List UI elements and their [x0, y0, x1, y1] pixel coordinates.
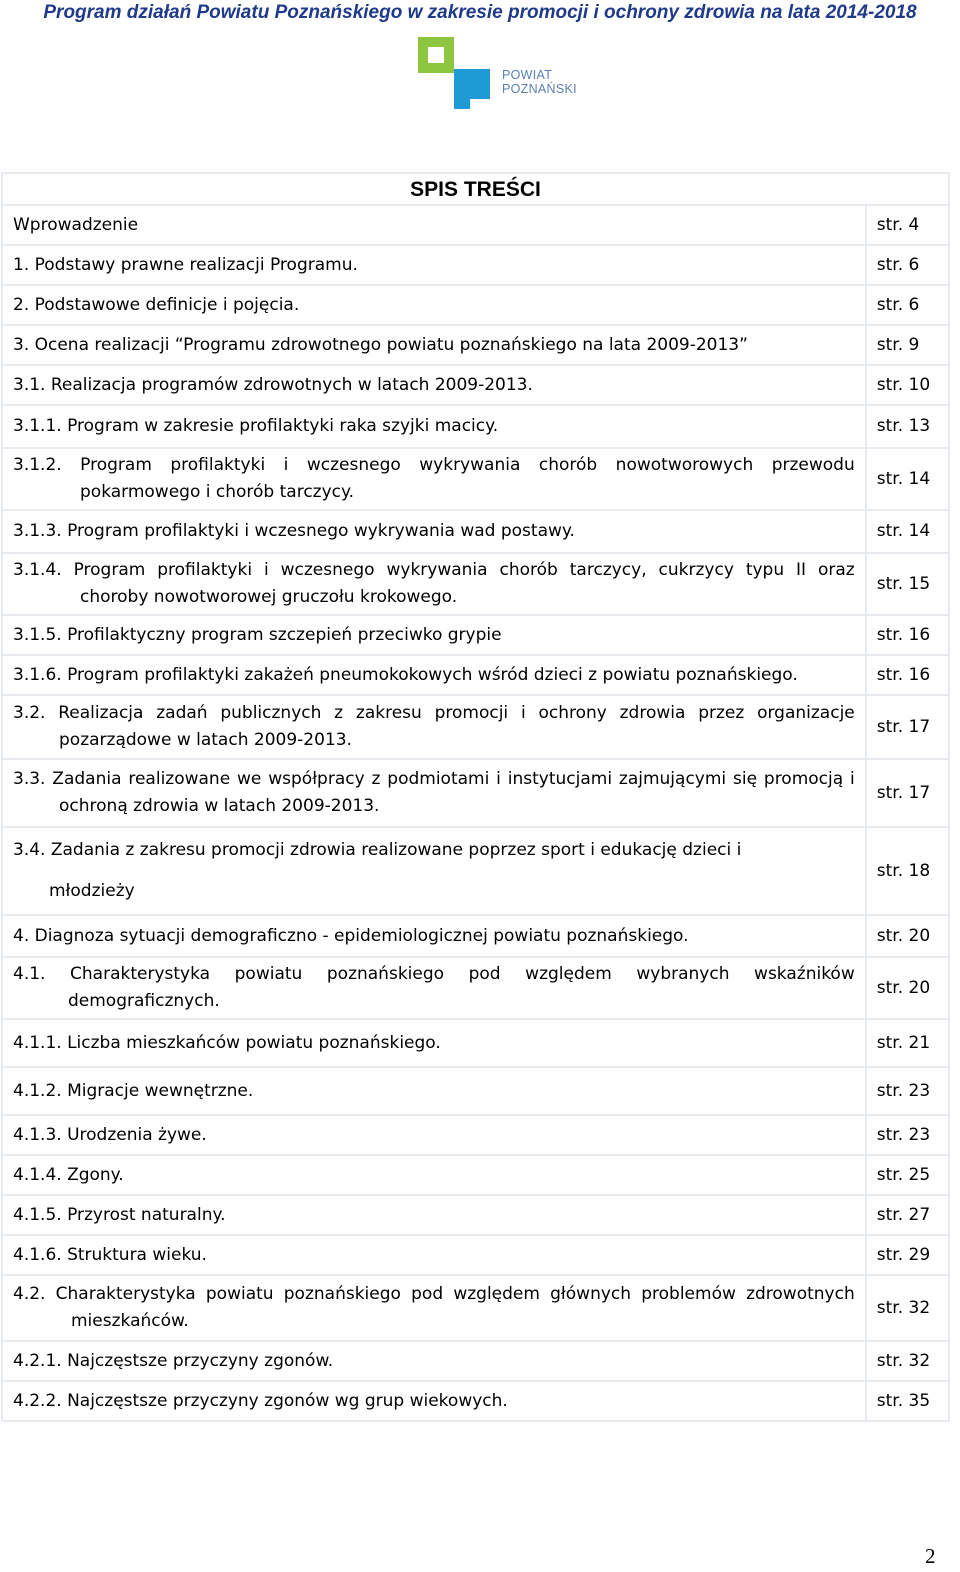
- toc-entry-text: 3.1.5. Profilaktyczny program szczepień przeciwko grypie: [13, 624, 502, 645]
- toc-row[interactable]: [2, 1195, 949, 1235]
- toc-entry-text: 4.1.3. Urodzenia żywe.: [13, 1124, 207, 1145]
- toc-row[interactable]: [2, 325, 949, 365]
- toc-entry-label: [2, 827, 866, 915]
- toc-entry-label: [2, 325, 866, 365]
- toc-entry-page: str. 14: [866, 448, 949, 510]
- toc-entry-text: 4.1. Charakterystyka powiatu poznańskiego pod względem wybranych wskaźników demograficznych.: [13, 964, 855, 1011]
- toc-entry-page: str. 13: [866, 405, 949, 448]
- toc-entry-text: 4.2.1. Najczęstsze przyczyny zgonów.: [13, 1350, 334, 1371]
- toc-row[interactable]: [2, 1067, 949, 1115]
- toc-entry-text: 3.1.3. Program profilaktyki i wczesnego wykrywania wad postawy.: [13, 521, 575, 541]
- toc-row[interactable]: [2, 1381, 949, 1421]
- toc-entry-text: 4.1.6. Struktura wieku.: [13, 1244, 207, 1265]
- toc-entry-label: [2, 1381, 866, 1421]
- toc-entry-page: str. 17: [866, 695, 949, 759]
- running-header: Program działań Powiatu Poznańskiego w zakresie promocji i ochrony zdrowia na lata 2014-2018: [43, 2, 917, 23]
- toc-entry-page: str. 14: [866, 510, 949, 553]
- toc-entry-page: str. 15: [866, 553, 949, 615]
- toc-entry-label: [2, 957, 866, 1019]
- toc-entry-page: str. 16: [866, 655, 949, 695]
- toc-row[interactable]: [2, 957, 949, 1019]
- powiat-logo-icon: [418, 37, 502, 109]
- toc-entry-text: 1. Podstawy prawne realizacji Programu.: [13, 254, 358, 275]
- toc-entry-page: str. 17: [866, 759, 949, 827]
- toc-entry-text: 3.1.1. Program w zakresie profilaktyki raka szyjki macicy.: [13, 416, 499, 436]
- toc-row[interactable]: [2, 695, 949, 759]
- table-of-contents: [1, 172, 950, 1422]
- toc-entry-text: 3.1. Realizacja programów zdrowotnych w latach 2009-2013.: [13, 374, 533, 395]
- logo-text-line2: POZNAŃSKI: [502, 82, 577, 96]
- toc-entry-label: [2, 695, 866, 759]
- toc-entry-label: [2, 405, 866, 448]
- toc-row[interactable]: [2, 615, 949, 655]
- toc-row[interactable]: [2, 1019, 949, 1067]
- toc-entry-page: str. 16: [866, 615, 949, 655]
- toc-entry-label: [2, 285, 866, 325]
- toc-entry-page: str. 18: [866, 827, 949, 915]
- toc-entry-page: str. 20: [866, 957, 949, 1019]
- toc-entry-page: str. 32: [866, 1275, 949, 1341]
- page-number: 2: [925, 1544, 936, 1568]
- toc-entry-label: [2, 915, 866, 957]
- toc-entry-label: [2, 1235, 866, 1275]
- toc-entry-label: [2, 510, 866, 553]
- toc-entry-text: 3.1.2. Program profilaktyki i wczesnego wykrywania chorób nowotworowych przewodu pokarmowego i chorób tarczycy.: [13, 455, 855, 502]
- toc-entry-page: str. 6: [866, 285, 949, 325]
- toc-entry-label: [2, 1155, 866, 1195]
- toc-row[interactable]: [2, 1275, 949, 1341]
- toc-title-row: [2, 173, 949, 205]
- toc-title: SPIS TREŚCI: [2, 173, 949, 205]
- toc-entry-text: 3.2. Realizacja zadań publicznych z zakresu promocji i ochrony zdrowia przez organizacje pozarządowe w latach 2009-2013.: [13, 703, 855, 750]
- toc-row[interactable]: [2, 510, 949, 553]
- toc-entry-text: 4.2. Charakterystyka powiatu poznańskiego pod względem głównych problemów zdrowotnych mieszkańców.: [13, 1284, 855, 1331]
- toc-row[interactable]: [2, 915, 949, 957]
- toc-entry-text: 3.1.6. Program profilaktyki zakażeń pneumokokowych wśród dzieci z powiatu poznańskiego.: [13, 664, 798, 685]
- toc-entry-page: str. 20: [866, 915, 949, 957]
- toc-row[interactable]: [2, 365, 949, 405]
- toc-row[interactable]: [2, 1115, 949, 1155]
- toc-entry-page: str. 23: [866, 1067, 949, 1115]
- toc-entry-page: str. 6: [866, 245, 949, 285]
- toc-entry-page: str. 23: [866, 1115, 949, 1155]
- toc-entry-page: str. 4: [866, 205, 949, 245]
- toc-entry-page: str. 29: [866, 1235, 949, 1275]
- toc-entry-label: [2, 553, 866, 615]
- toc-entry-page: str. 25: [866, 1155, 949, 1195]
- toc-entry-label: [2, 1115, 866, 1155]
- powiat-logo: [418, 37, 588, 109]
- toc-row[interactable]: [2, 553, 949, 615]
- toc-entry-page: str. 32: [866, 1341, 949, 1381]
- toc-row[interactable]: [2, 827, 949, 915]
- toc-entry-text: 3.3. Zadania realizowane we współpracy z podmiotami i instytucjami zajmującymi się promocją i ochroną zdrowia w latach 2009-2013.: [13, 769, 855, 816]
- toc-entry-text: 3. Ocena realizacji “Programu zdrowotnego powiatu poznańskiego na lata 2009-2013”: [13, 334, 748, 355]
- toc-entry-text: 3.4. Zadania z zakresu promocji zdrowia realizowane poprzez sport i edukację dzieci i: [13, 840, 742, 860]
- toc-entry-text: 4. Diagnoza sytuacji demograficzno - epidemiologicznej powiatu poznańskiego.: [13, 925, 689, 946]
- toc-row[interactable]: [2, 285, 949, 325]
- toc-entry-label: [2, 1195, 866, 1235]
- toc-entry-page: str. 10: [866, 365, 949, 405]
- toc-entry-label: [2, 1341, 866, 1381]
- toc-entry-text: 2. Podstawowe definicje i pojęcia.: [13, 294, 300, 315]
- toc-entry-label: [2, 1275, 866, 1341]
- toc-entry-page: str. 9: [866, 325, 949, 365]
- toc-entry-label: [2, 245, 866, 285]
- toc-entry-text: 3.1.4. Program profilaktyki i wczesnego wykrywania chorób tarczycy, cukrzycy typu II oraz choroby nowotworowej gruczołu krokowego.: [13, 560, 855, 607]
- toc-entry-text-continued: młodzieży: [49, 881, 135, 901]
- toc-entry-label: [2, 205, 866, 245]
- toc-entry-label: [2, 1067, 866, 1115]
- toc-entry-page: str. 27: [866, 1195, 949, 1235]
- toc-row[interactable]: [2, 1341, 949, 1381]
- toc-row[interactable]: [2, 655, 949, 695]
- logo-text-line1: POWIAT: [502, 68, 553, 82]
- toc-entry-page: str. 21: [866, 1019, 949, 1067]
- toc-row[interactable]: [2, 759, 949, 827]
- toc-entry-label: [2, 365, 866, 405]
- toc-row[interactable]: [2, 405, 949, 448]
- toc-entry-label: [2, 615, 866, 655]
- toc-entry-text: 4.1.5. Przyrost naturalny.: [13, 1204, 226, 1225]
- toc-entry-text: 4.1.1. Liczba mieszkańców powiatu poznańskiego.: [13, 1032, 441, 1053]
- toc-entry-text: Wprowadzenie: [13, 214, 139, 235]
- toc-row[interactable]: [2, 205, 949, 245]
- toc-entry-label: [2, 759, 866, 827]
- toc-entry-label: [2, 448, 866, 510]
- toc-row[interactable]: [2, 448, 949, 510]
- toc-entry-text: 4.2.2. Najczęstsze przyczyny zgonów wg grup wiekowych.: [13, 1390, 508, 1411]
- toc-row[interactable]: [2, 245, 949, 285]
- toc-entry-page: str. 35: [866, 1381, 949, 1421]
- toc-entry-label: [2, 1019, 866, 1067]
- toc-row[interactable]: [2, 1235, 949, 1275]
- toc-row[interactable]: [2, 1155, 949, 1195]
- toc-entry-text: 4.1.2. Migracje wewnętrzne.: [13, 1080, 254, 1101]
- toc-entry-label: [2, 655, 866, 695]
- toc-entry-text: 4.1.4. Zgony.: [13, 1164, 124, 1185]
